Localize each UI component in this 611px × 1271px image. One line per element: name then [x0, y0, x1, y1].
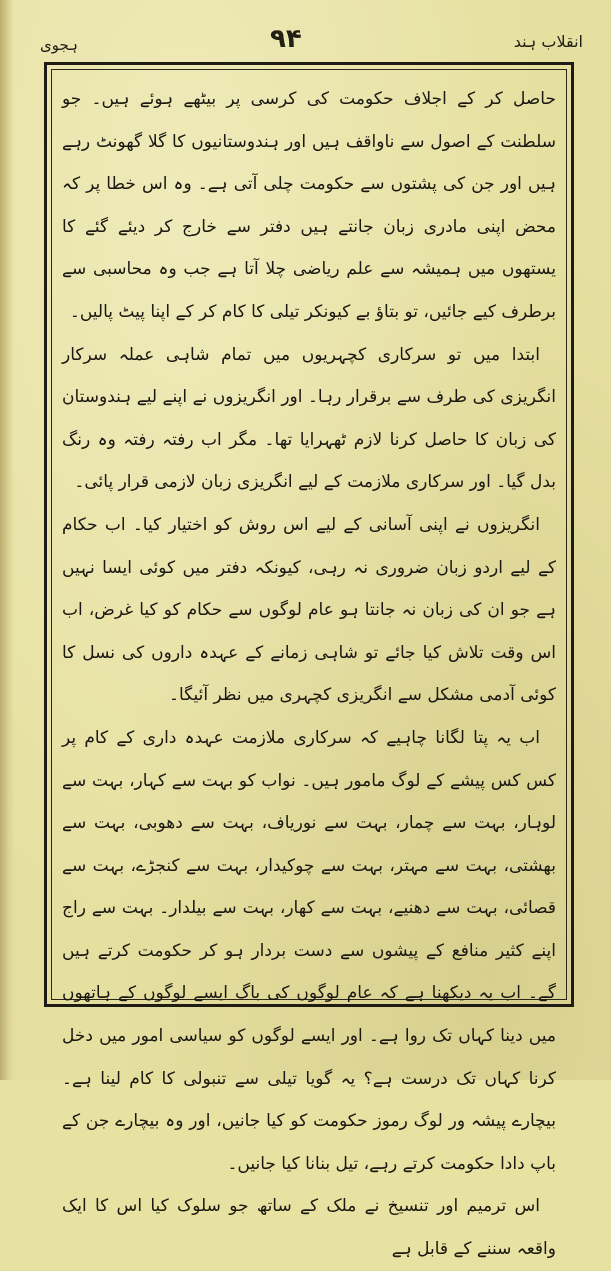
paragraph: انگریزوں نے اپنی آسانی کے لیے اس روش کو اختیار کیا۔ اب حکام کے لیے اردو زبان ضروری نہ رہی، کیونکہ دفتر میں کوئی ایسا نہیں ہے جو ان کی زبان نہ جانتا ہو عام لوگوں سے حکام کو کیا غرض، اب اس وقت تلاش کیا جائے تو شاہی زمانے کے عہدہ داروں کی نسل کا کوئی آدمی مشکل سے انگریزی کچہری میں نظر آئیگا۔ — [62, 514, 556, 706]
paragraph: ابتدا میں تو سرکاری کچہریوں میں تمام شاہی عملہ سرکار انگریزی کی طرف سے برقرار رہا۔ اور انگریزوں نے اپنے لیے ہندوستان کی زبان کا حاصل کرنا لازم ٹھہرایا تھا۔ مگر اب رفتہ رفتہ وہ رنگ بدل گیا۔ اور سرکاری ملازمت کے لیے انگریزی زبان لازمی قرار پائی۔ — [62, 344, 556, 493]
header-left-text: ہجوی — [40, 36, 78, 54]
paragraph: اس ترمیم اور تنسیخ نے ملک کے ساتھ جو سلوک کیا اس کا ایک واقعہ سننے کے قابل ہے — [62, 1196, 556, 1260]
header-book-title: انقلاب ہند — [513, 32, 583, 51]
paragraph: حاصل کر کے اجلاف حکومت کی کرسی پر بیٹھے ہوئے ہیں۔ جو سلطنت کے اصول سے ناواقف ہیں اور ہندوستانیوں کا گلا گھونٹ رہے ہیں اور جن کی پشتوں سے حکومت چلی آتی ہے۔ وہ اس خطا پر کہ محض اپنی مادری زبان جانتے ہیں دفتر سے خارج کر دیئے گئے کا یستھوں میں ہمیشہ سے علم ریاضی چلا آتا ہے جب وہ محاسبی سے برطرف کیے جائیں، تو بتاؤ بے کیونکر تیلی کا کام کر کے اپنا پیٹ پالیں۔ — [62, 89, 556, 322]
page-number: ۹۴ — [270, 24, 302, 54]
running-header — [40, 22, 583, 62]
paragraph: اب یہ پتا لگانا چاہیے کہ سرکاری ملازمت عہدہ داری کے کام پر کس کس پیشے کے لوگ مامور ہیں۔ نواب کو بہت سے کہار، بہت سے لوہار، بہت سے چمار، بہت سے نوریاف، بہت سے دھوبی، بہت سے بھشتی، بہت سے مہتر، بہت سے چوکیدار، بہت سے کنجڑے، بہت سے قصائی، بہت سے دھنیے، بہت سے کھار، بہت سے بیلدار۔ بہت سے راج اپنے کثیر منافع کے پیشوں سے دست بردار ہو کر حکومت کرتے ہیں گے۔ اب یہ دیکھنا ہے کہ عام لوگوں کی باگ ایسے لوگوں کے ہاتھوں میں دینا کہاں تک روا ہے۔ اور ایسے لوگوں کو سیاسی امور میں دخل کرنا کہاں تک درست ہے؟ یہ گویا تیلی سے تنبولی کا کام لینا ہے۔ بیچارے پیشہ ور لوگ رموز حکومت کو کیا جانیں، اور وہ بیچارے جن کے باپ دادا حکومت کرتے رہے، تیل بنانا کیا جانیں۔ — [62, 727, 556, 1174]
body-text — [62, 78, 556, 1260]
page-binding-edge — [0, 0, 14, 1080]
